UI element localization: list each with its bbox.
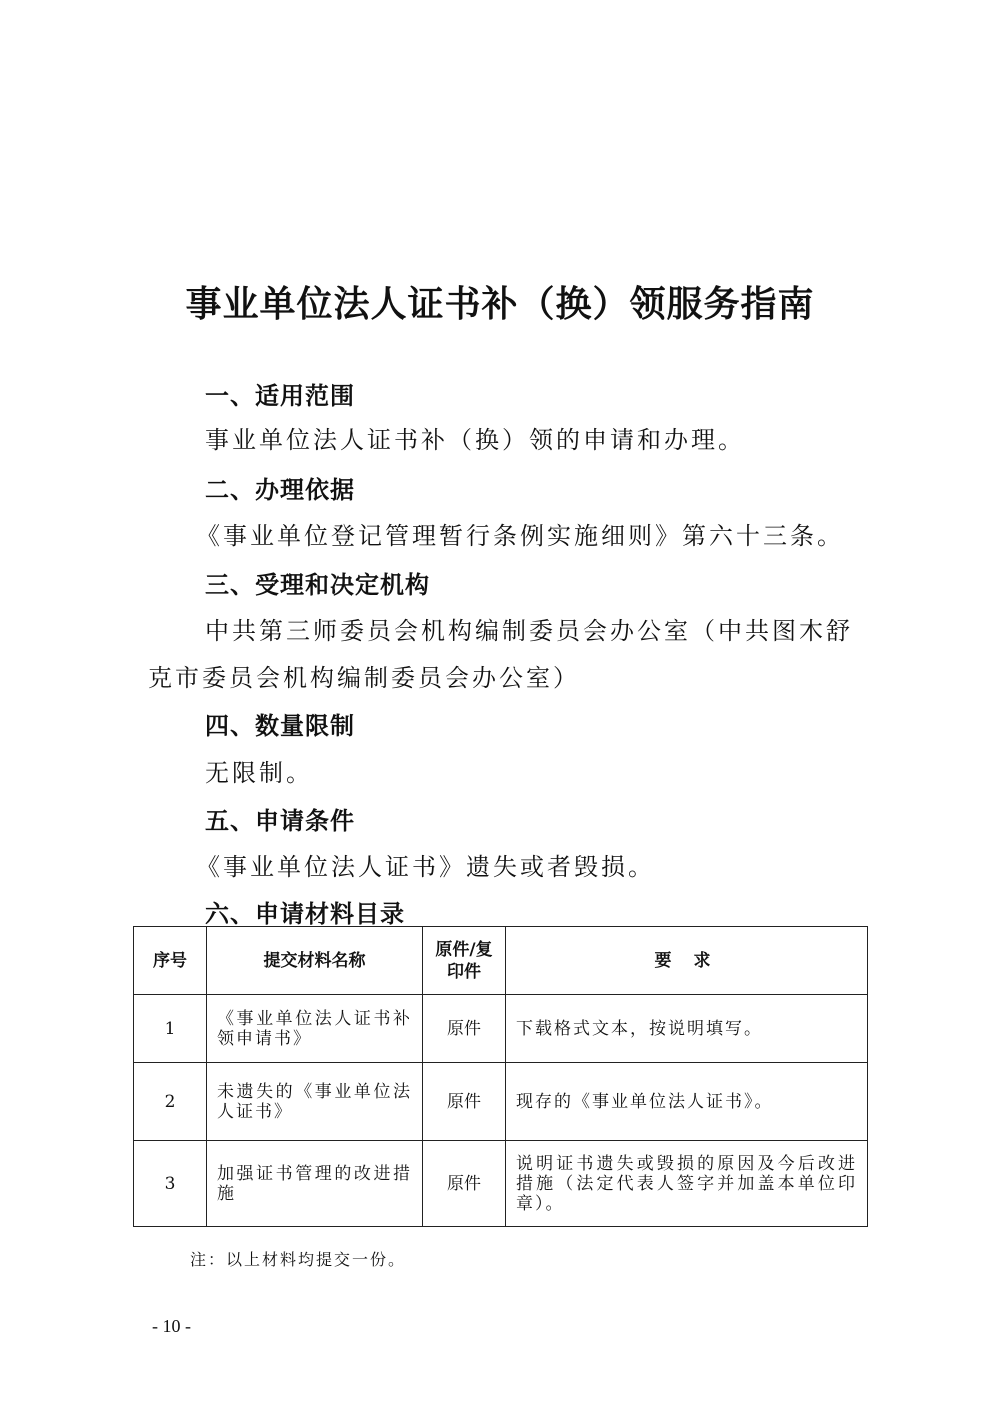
table-row — [134, 995, 868, 1063]
row-name: 《事业单位法人证书补领申请书》 — [207, 995, 423, 1063]
section-heading-quantity: 四、数量限制 — [205, 712, 355, 740]
section-text-basis: 《事业单位登记管理暂行条例实施细则》第六十三条。 — [196, 522, 844, 550]
section-heading-authority: 三、受理和决定机构 — [205, 571, 430, 599]
header-name: 提交材料名称 — [207, 927, 423, 995]
section-heading-basis: 二、办理依据 — [205, 476, 355, 504]
page-title: 事业单位法人证书补（换）领服务指南 — [185, 283, 815, 325]
section-heading-conditions: 五、申请条件 — [205, 807, 355, 835]
row-name: 未遗失的《事业单位法人证书》 — [207, 1063, 423, 1141]
section-text-authority-line1: 中共第三师委员会机构编制委员会办公室（中共图木舒 — [205, 617, 853, 645]
row-requirement: 说明证书遗失或毁损的原因及今后改进措施（法定代表人签字并加盖本单位印章）。 — [506, 1141, 868, 1227]
materials-table — [133, 926, 868, 1227]
row-type: 原件 — [423, 1141, 506, 1227]
page-number: - 10 - — [152, 1316, 191, 1336]
table-header-row — [134, 927, 868, 995]
table-row — [134, 1141, 868, 1227]
section-heading-scope: 一、适用范围 — [205, 382, 355, 410]
section-text-scope: 事业单位法人证书补（换）领的申请和办理。 — [205, 426, 745, 454]
row-name: 加强证书管理的改进措施 — [207, 1141, 423, 1227]
row-type: 原件 — [423, 995, 506, 1063]
row-type: 原件 — [423, 1063, 506, 1141]
header-type: 原件/复印件 — [423, 927, 506, 995]
table-row — [134, 1063, 868, 1141]
section-heading-materials: 六、申请材料目录 — [205, 900, 405, 928]
row-no: 3 — [134, 1141, 207, 1227]
section-text-authority-line2: 克市委员会机构编制委员会办公室） — [148, 664, 580, 692]
row-no: 1 — [134, 995, 207, 1063]
row-requirement: 下载格式文本，按说明填写。 — [506, 995, 868, 1063]
section-text-conditions: 《事业单位法人证书》遗失或者毁损。 — [196, 853, 655, 881]
table-note: 注：以上材料均提交一份。 — [190, 1250, 407, 1269]
header-no: 序号 — [134, 927, 207, 995]
row-requirement: 现存的《事业单位法人证书》。 — [506, 1063, 868, 1141]
section-text-quantity: 无限制。 — [205, 759, 313, 787]
row-no: 2 — [134, 1063, 207, 1141]
header-requirement: 要 求 — [506, 927, 868, 995]
